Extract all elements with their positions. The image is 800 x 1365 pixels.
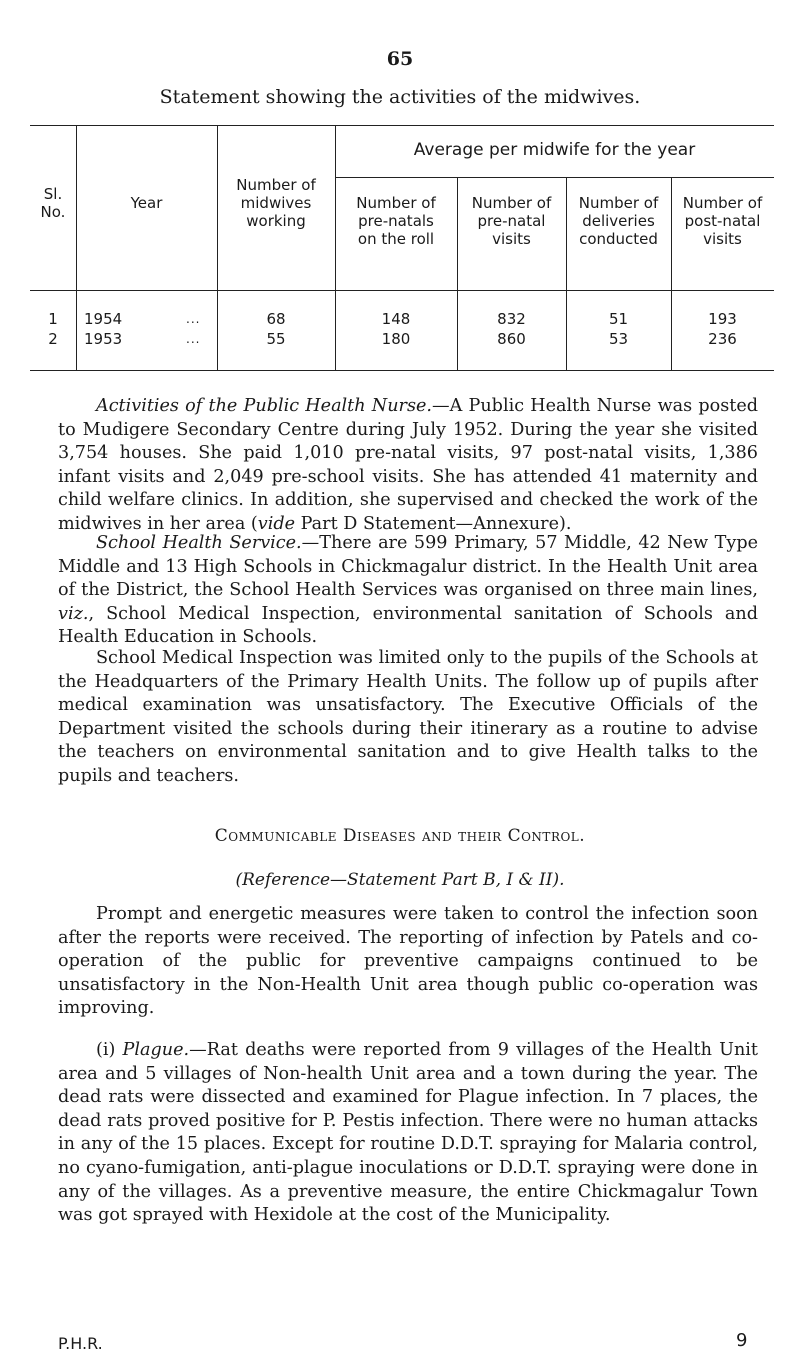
row-prenatal-visits: 860	[497, 330, 526, 348]
school-end: , School Medical Inspection, environmental sanitation of Schools and Health Education in Schools.	[58, 603, 758, 648]
row-leader-dots: ...	[186, 332, 201, 346]
row-prenatal-visits: 832	[497, 310, 526, 328]
school-title: School Health Service.	[96, 533, 302, 553]
paragraph-plague	[58, 1039, 758, 1228]
table-title: Statement showing the activities of the midwives.	[159, 86, 641, 108]
page-number: 65	[386, 48, 414, 70]
phn-body: —A Public Health Nurse was posted to Mudigere Secondary Centre during July 1952. During the year she visited 3,754 houses. She paid 1,010 pre-natal visits, 97 post-natal visits, 1,386 infant visits and 2,049 pre-school visits. She has attended 41 maternity and child welfare clinics. In addition, she supervised and checked the work of the midwives in her area (	[58, 396, 758, 534]
header-deliveries-conducted: Number of deliveries conducted	[578, 194, 659, 248]
header-sl-no: Sl. No.	[40, 185, 66, 221]
section-reference: (Reference—Statement Part B, I & II).	[235, 870, 565, 890]
header-prenatal-visits: Number of pre-natal visits	[471, 194, 552, 248]
row-prenatals: 148	[381, 310, 411, 328]
paragraph-public-health-nurse	[58, 395, 758, 537]
school-body: —There are 599 Primary, 57 Middle, 42 New Type Middle and 13 High Schools in Chickmagalur district. In the Health Unit area of the District, the School Health Services was organised on three main lines,	[58, 533, 758, 601]
paragraph-school-inspection: School Medical Inspection was limited only to the pupils of the Schools at the Headquarters of the Primary Health Units. The follow up of pupils after medical examination was unsatisfactory. The Executive Officials of the Department visited the schools during their itinerary as a routine to advise the teachers on environmental sanitation and to give Health talks to the pupils and teachers.	[58, 648, 758, 786]
row-midwives: 55	[266, 330, 286, 348]
plague-number: (i)	[96, 1040, 123, 1060]
header-midwives-working: Number of midwives working	[236, 176, 316, 230]
paragraph-school-health	[58, 532, 758, 650]
school-viz: viz.	[58, 603, 89, 624]
plague-body: —Rat deaths were reported from 9 villages of the Health Unit area and 5 villages of Non-health Unit area and a town during the year. The dead rats were dissected and examined for Plague infection. In 7 places, the dead rats proved positive for P. Pestis infection. There were no human attacks in any of the 15 places. Except for routine D.D.T. spraying for Malaria control, no cyano-fumigation, anti-plague inoculations or D.D.T. spraying were done in any of the villages. As a preventive measure, the entire Chickmagalur Town was got sprayed with Hexidole at the cost of the Municipality.	[58, 1040, 758, 1226]
row-year: 1954	[84, 310, 123, 328]
table-divider	[76, 125, 77, 370]
section-heading-communicable-diseases: Communicable Diseases and their Control.	[214, 826, 586, 846]
table-subheader-rule	[335, 177, 774, 178]
row-postnatal-visits: 193	[708, 310, 737, 328]
table-header-rule	[30, 290, 774, 291]
table-top-rule	[30, 125, 774, 126]
header-prenatals-on-roll: Number of pre-natals on the roll	[356, 194, 436, 248]
phn-vide: vide	[257, 513, 296, 534]
row-midwives: 68	[266, 310, 286, 328]
row-postnatal-visits: 236	[708, 330, 737, 348]
row-sl: 2	[48, 330, 58, 348]
row-deliveries: 51	[608, 310, 629, 328]
row-year: 1953	[84, 330, 123, 348]
header-postnatal-visits: Number of post-natal visits	[682, 194, 763, 248]
phn-end: Part D Statement—Annexure).	[295, 513, 572, 534]
paragraph-communicable-diseases: Prompt and energetic measures were taken to control the infection soon after the reports were received. The reporting of infection by Patels and co-operation of the public for preventive campaigns continued to be unsatisfactory in the Non-Health Unit area though public co-operation was improving.	[58, 904, 758, 1019]
row-deliveries: 53	[608, 330, 629, 348]
row-sl: 1	[48, 310, 58, 328]
row-prenatals: 180	[381, 330, 411, 348]
header-year: Year	[130, 194, 163, 212]
footer-left: P.H.R.	[58, 1334, 103, 1353]
header-average-per-midwife: Average per midwife for the year	[413, 140, 696, 160]
table-bottom-rule	[30, 370, 774, 371]
plague-title: Plague.	[122, 1040, 190, 1060]
row-leader-dots: ...	[186, 312, 201, 326]
footer-page-number: 9	[736, 1330, 748, 1351]
phn-title: Activities of the Public Health Nurse.	[96, 396, 432, 416]
